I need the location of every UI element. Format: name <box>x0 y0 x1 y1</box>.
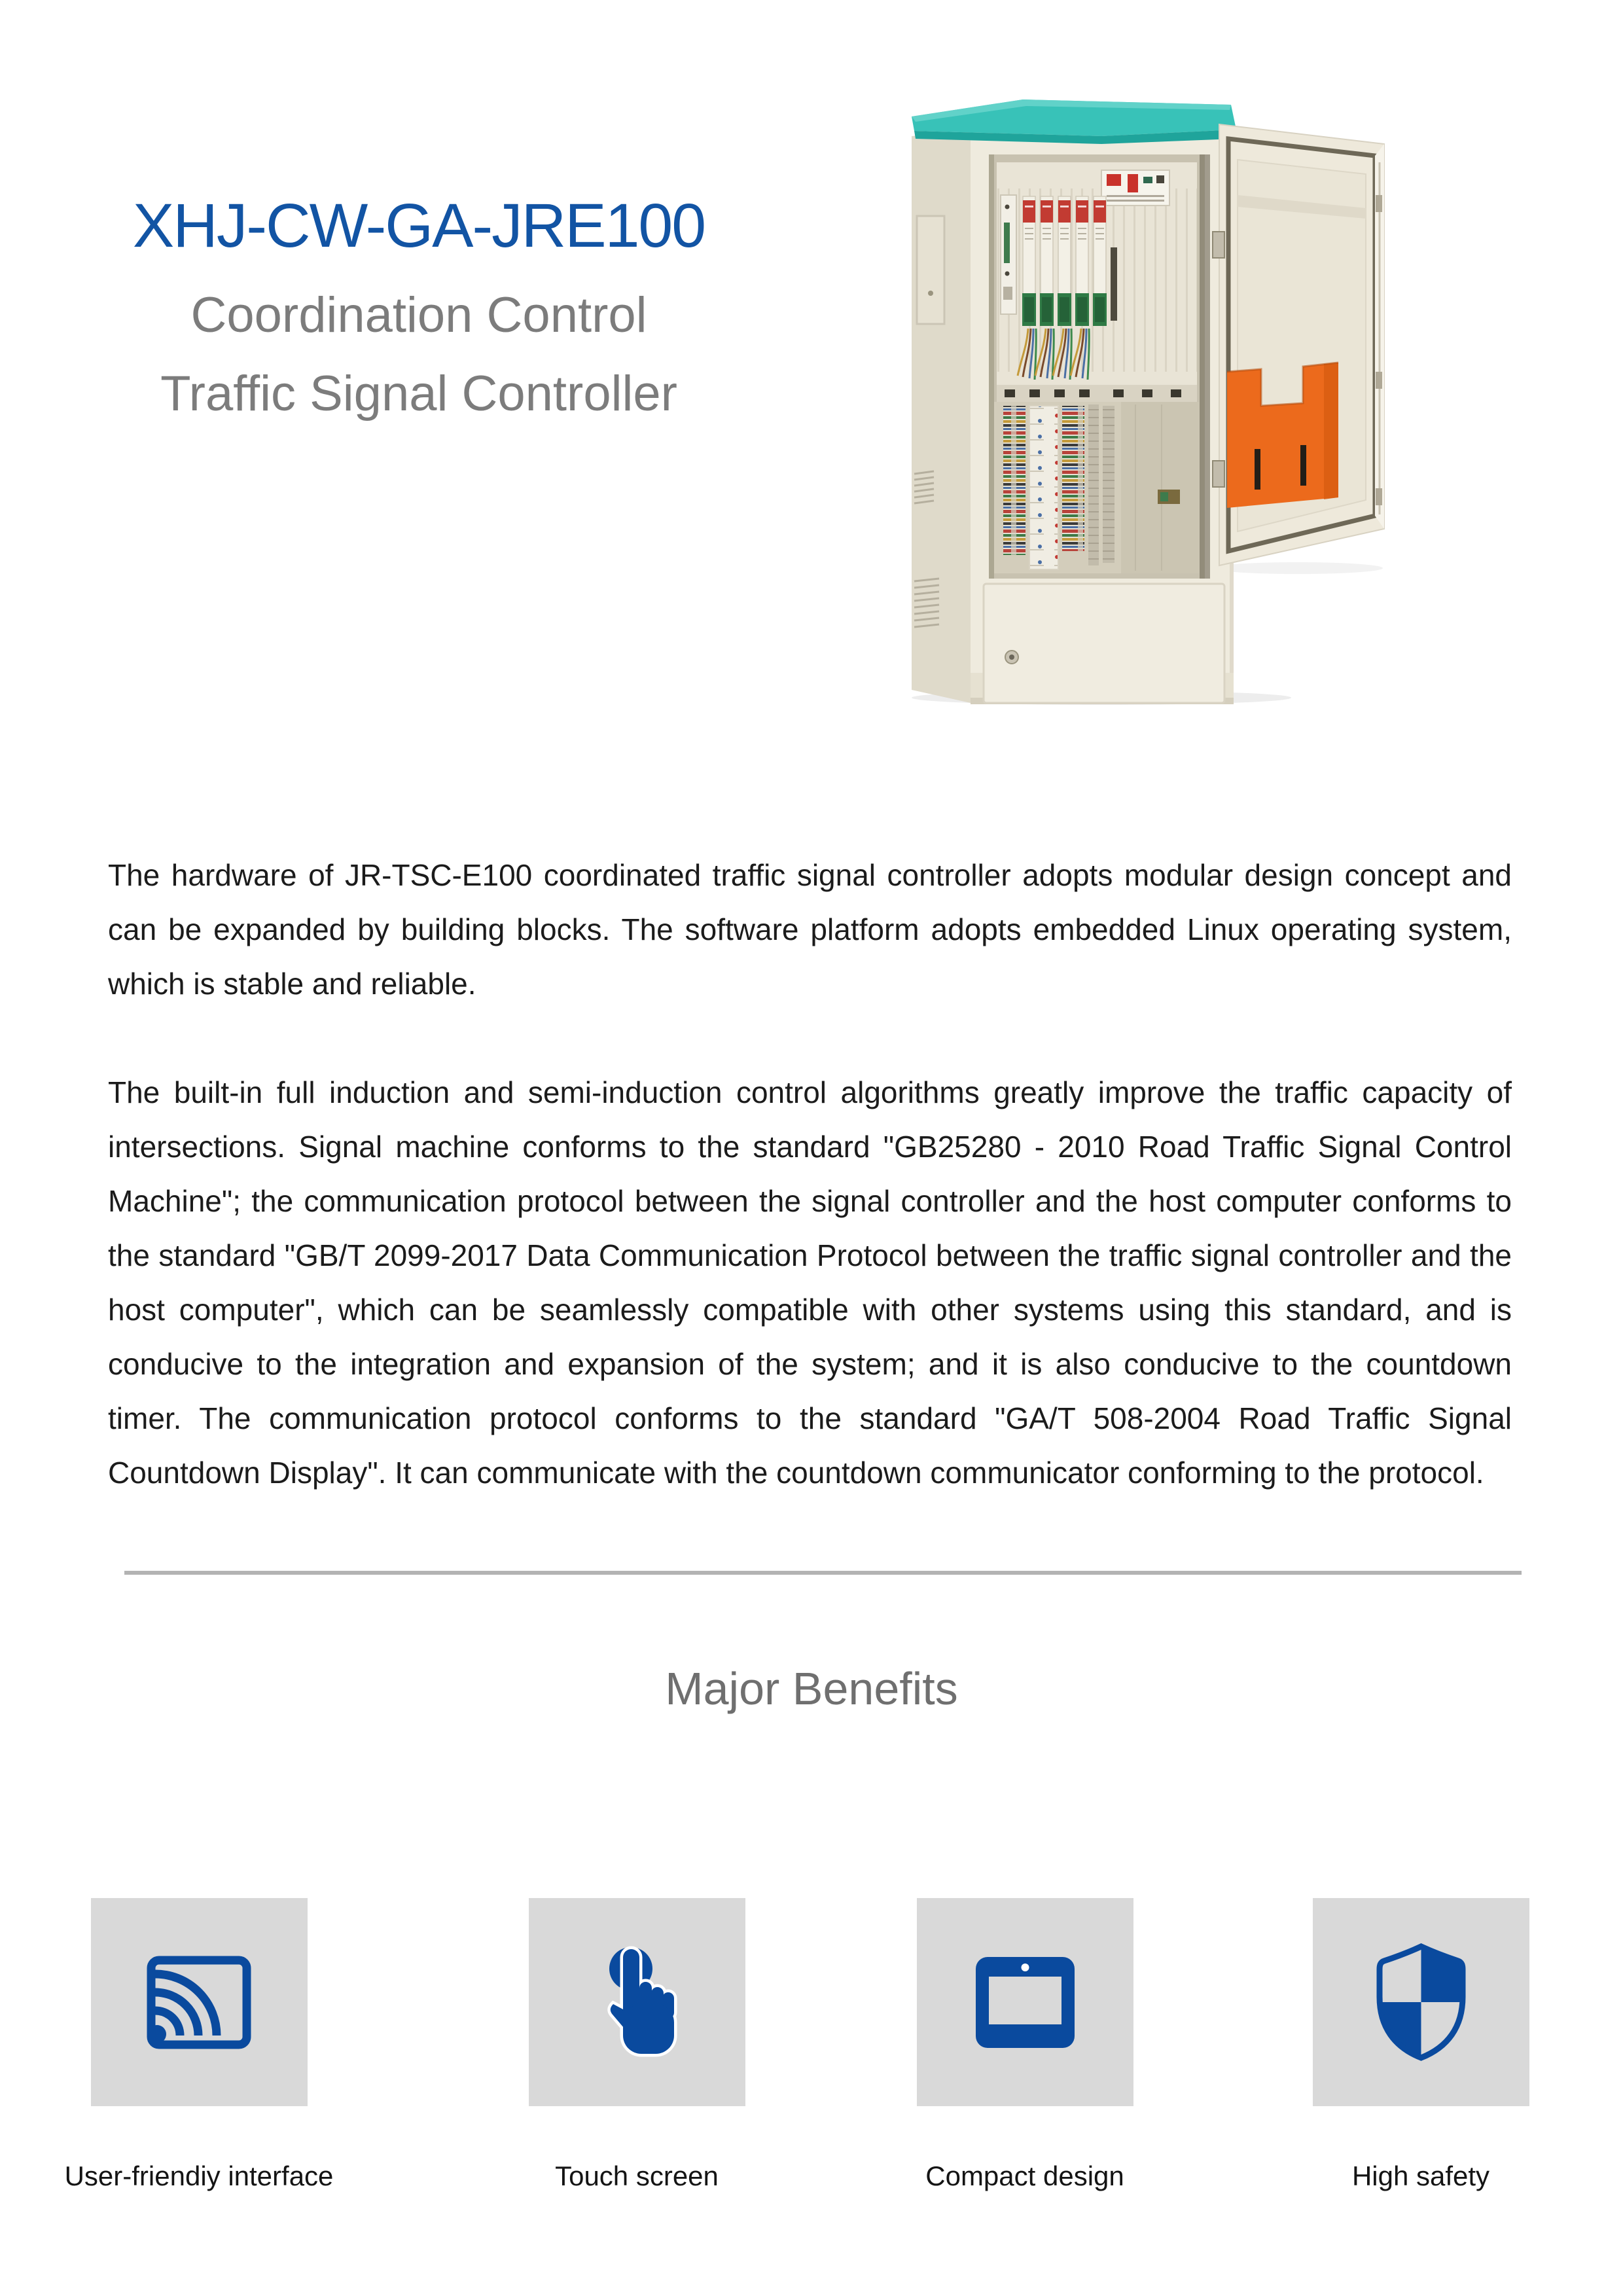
icon-box <box>91 1898 308 2106</box>
benefit-touch-screen <box>473 1898 800 2193</box>
section-heading: Major Benefits <box>665 1663 958 1714</box>
touch-screen-icon <box>596 1941 677 2063</box>
tablet-icon <box>976 1957 1075 2048</box>
subtitle-line-1: Coordination Control <box>190 287 647 343</box>
cast-screen-icon <box>147 1956 251 2049</box>
product-photo-cabinet <box>905 97 1412 706</box>
subtitle-line-2: Traffic Signal Controller <box>160 366 677 422</box>
benefit-label: High safety <box>1351 2161 1490 2191</box>
description-paragraph-2: The built-in full induction and semi-induction control algorithms greatly improve the traffic capacity of intersections. Signal machine conforms to the standard "GB25280 - 2010 Road Traffic Signal Control Machine"; the communication protocol between the signal controller and the host computer conforms to the standard "GB/T 2099-2017 Data Communication Protocol between the traffic signal controller and the host computer", which can be seamlessly compatible with other systems using this standard, and is conducive to the integration and expansion of the system; and it is also conducive to the countdown timer. The communication protocol conforms to the standard "GA/T 508-2004 Road Traffic Signal Countdown Display". It can communicate with the countdown communicator conforming to the protocol. <box>108 1075 1512 1490</box>
benefit-compact-design <box>861 1898 1188 2193</box>
description <box>108 848 1512 1554</box>
description-paragraph-1: The hardware of JR-TSC-E100 coordinated traffic signal controller adopts modular design concept and can be expanded by building blocks. The software platform adopts embedded Linux operating system, which is stable and reliable. <box>108 858 1512 1001</box>
cabinet-illustration <box>905 97 1412 706</box>
benefit-high-safety <box>1257 1898 1584 2193</box>
benefit-label: Touch screen <box>555 2161 719 2191</box>
benefit-user-friendly-interface <box>35 1898 363 2193</box>
shield-icon <box>1375 1942 1467 2062</box>
page-title: XHJ-CW-GA-JRE100 <box>132 191 705 260</box>
section-divider <box>124 1571 1522 1575</box>
icon-box <box>1313 1898 1529 2106</box>
benefit-label: User-friendiy interface <box>64 2161 334 2191</box>
benefit-label: Compact design <box>925 2161 1124 2191</box>
icon-box <box>529 1898 745 2106</box>
icon-box <box>917 1898 1133 2106</box>
